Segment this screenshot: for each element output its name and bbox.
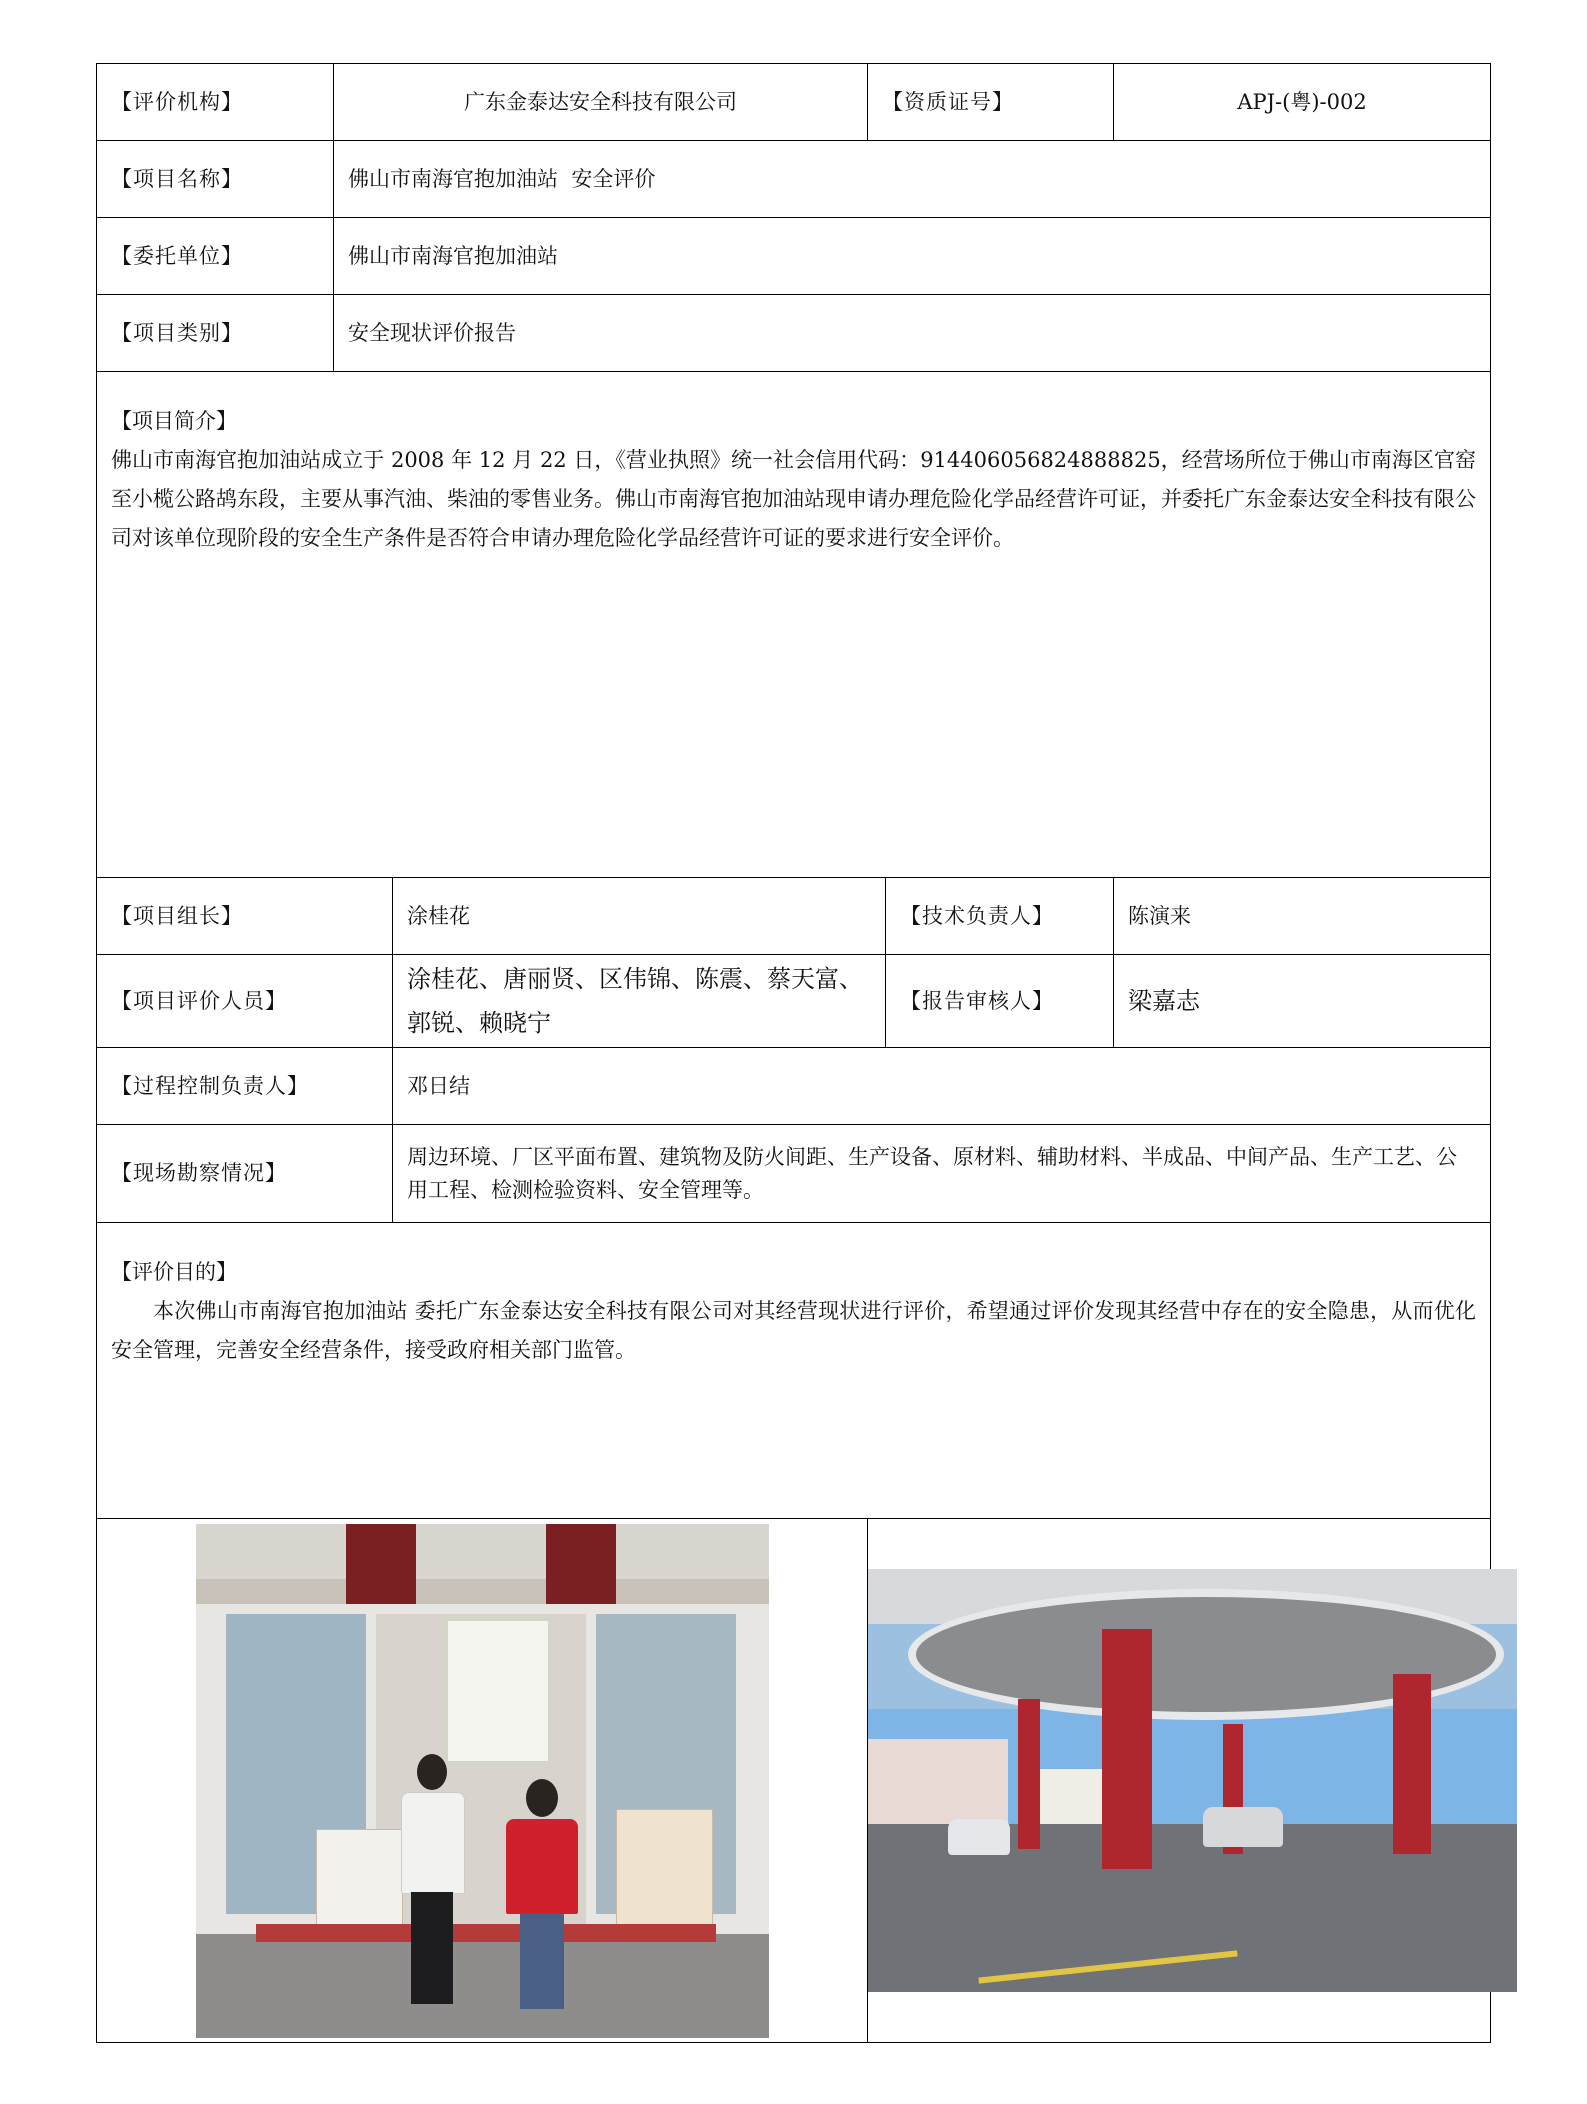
evaluators-value: 涂桂花、唐丽贤、区伟锦、陈震、蔡天富、郭锐、赖晓宁 [393,955,886,1048]
client-row [97,218,1491,295]
tech-label: 【技术负责人】 [886,878,1114,955]
cert-value: APJ-(粤)-002 [1114,64,1491,141]
leader-label: 【项目组长】 [97,878,393,955]
org-row [97,64,1491,141]
reviewer-label: 【报告审核人】 [886,955,1114,1048]
purpose-title: 【评价目的】 [111,1260,237,1284]
leader-value: 涂桂花 [393,878,886,955]
name-row [97,141,1491,218]
client-value: 佛山市南海官抱加油站 [334,218,1491,295]
type-row [97,295,1491,372]
process-value: 邓日结 [393,1048,1491,1125]
leader-row [97,878,1491,955]
purpose-row [97,1223,1491,1519]
type-value: 安全现状评价报告 [334,295,1491,372]
client-label: 【委托单位】 [97,218,334,295]
site-photo-storefront [196,1524,769,2038]
person-man [401,1754,463,2014]
photos-row [97,1519,1491,2043]
site-photo-canopy [868,1569,1517,1992]
info-table [96,63,1491,2043]
reviewer-value: 梁嘉志 [1114,955,1491,1048]
intro-title: 【项目简介】 [111,409,237,433]
project-name-value: 佛山市南海官抱加油站 安全评价 [334,141,1491,218]
project-name-label: 【项目名称】 [97,141,334,218]
intro-row [97,372,1491,878]
person-woman [506,1779,578,2014]
evaluators-row [97,955,1491,1048]
org-label: 【评价机构】 [97,64,334,141]
purpose-text: 本次佛山市南海官抱加油站 委托广东金泰达安全科技有限公司对其经营现状进行评价，希望通过评价发现其经营中存在的安全隐患，从而优化安全管理，完善安全经营条件，接受政府相关部门监管。 [111,1299,1476,1362]
intro-text: 佛山市南海官抱加油站成立于 2008 年 12 月 22 日，《营业执照》统一社会信用代码：914406056824888825，经营场所位于佛山市南海区官窑至小榄公路鸪东段，主要从事汽油、柴油的零售业务。佛山市南海官抱加油站现申请办理危险化学品经营许可证，并委托广东金泰达安全科技有限公司对该单位现阶段的安全生产条件是否符合申请办理危险化学品经营许可证的要求进行安全评价。 [111,448,1476,550]
evaluators-label: 【项目评价人员】 [97,955,393,1048]
process-row [97,1048,1491,1125]
evaluation-form [96,63,1490,2043]
type-label: 【项目类别】 [97,295,334,372]
survey-value: 周边环境、厂区平面布置、建筑物及防火间距、生产设备、原材料、辅助材料、半成品、中间产品、生产工艺、公用工程、检测检验资料、安全管理等。 [393,1125,1491,1223]
survey-label: 【现场勘察情况】 [97,1125,393,1223]
cert-label: 【资质证号】 [868,64,1114,141]
process-label: 【过程控制负责人】 [97,1048,393,1125]
tech-value: 陈演来 [1114,878,1491,955]
survey-row [97,1125,1491,1223]
org-value: 广东金泰达安全科技有限公司 [334,64,868,141]
